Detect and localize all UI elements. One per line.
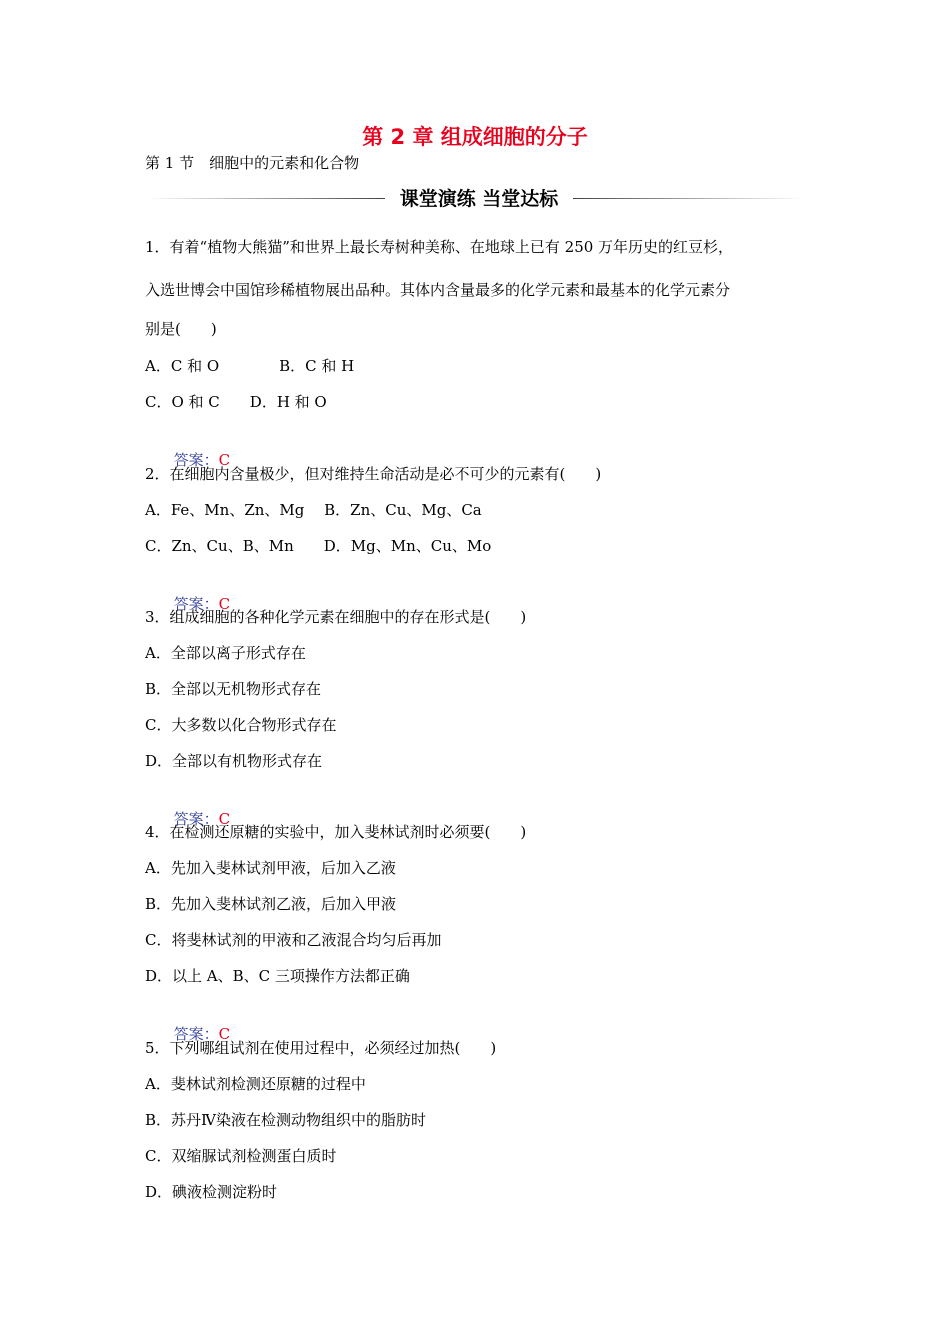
question-option-line: A．Fe、Mn、Zn、Mg B．Zn、Cu、Mg、Ca xyxy=(145,501,482,519)
answer-label: 答案： xyxy=(173,451,219,469)
answer-value: C xyxy=(218,810,231,828)
question-stem-line: 入选世博会中国馆珍稀植物展出品种。其体内含量最多的化学元素和最基本的化学元素分 xyxy=(145,281,731,299)
answer-value: C xyxy=(218,595,231,613)
question-option-line: C．双缩脲试剂检测蛋白质时 xyxy=(145,1147,337,1165)
answer-label: 答案： xyxy=(173,595,219,613)
question-stem-line: 别是( ) xyxy=(145,320,217,338)
question-stem-line: 4．在检测还原糖的实验中，加入斐林试剂时必须要( ) xyxy=(145,823,527,841)
question-option-line: D．碘液检测淀粉时 xyxy=(145,1183,278,1201)
chapter-title: 第 2 章 组成细胞的分子 xyxy=(362,125,588,149)
section-title: 第 1 节 细胞中的元素和化合物 xyxy=(145,154,360,172)
question-option-line: D．全部以有机物形式存在 xyxy=(145,752,323,770)
question-option-line: A．斐林试剂检测还原糖的过程中 xyxy=(145,1075,366,1093)
question-stem-line: 3．组成细胞的各种化学元素在细胞中的存在形式是( ) xyxy=(145,608,527,626)
banner-rule-right xyxy=(573,198,805,199)
question-stem-line: 1．有着“植物大熊猫”和世界上最长寿树种美称、在地球上已有 250 万年历史的红豆杉， xyxy=(145,238,734,256)
question-option-line: C．将斐林试剂的甲液和乙液混合均匀后再加 xyxy=(145,931,442,949)
question-option-line: B．苏丹Ⅳ染液在检测动物组织中的脂肪时 xyxy=(145,1111,427,1129)
question-option-line: A．C 和 O B．C 和 H xyxy=(145,357,355,375)
answer-value: C xyxy=(218,1025,231,1043)
banner-label: 课堂演练 当堂达标 xyxy=(399,188,559,210)
question-stem-line: 2．在细胞内含量极少，但对维持生命活动是必不可少的元素有( ) xyxy=(145,465,602,483)
section-banner xyxy=(145,184,805,214)
question-option-line: A．全部以离子形式存在 xyxy=(145,644,306,662)
question-option-line: B．全部以无机物形式存在 xyxy=(145,680,322,698)
answer-label: 答案： xyxy=(173,1025,219,1043)
question-option-line: C．Zn、Cu、B、Mn D．Mg、Mn、Cu、Mo xyxy=(145,537,492,555)
question-option-line: A．先加入斐林试剂甲液，后加入乙液 xyxy=(145,859,396,877)
answer-label: 答案： xyxy=(173,810,219,828)
question-option-line: C．O 和 C D．H 和 O xyxy=(145,393,327,411)
banner-rule-left xyxy=(145,198,385,199)
question-option-line: C．大多数以化合物形式存在 xyxy=(145,716,337,734)
question-stem-line: 5．下列哪组试剂在使用过程中，必须经过加热( ) xyxy=(145,1039,497,1057)
question-option-line: D．以上 A、B、C 三项操作方法都正确 xyxy=(145,967,410,985)
question-option-line: B．先加入斐林试剂乙液，后加入甲液 xyxy=(145,895,397,913)
answer-value: C xyxy=(218,451,231,469)
